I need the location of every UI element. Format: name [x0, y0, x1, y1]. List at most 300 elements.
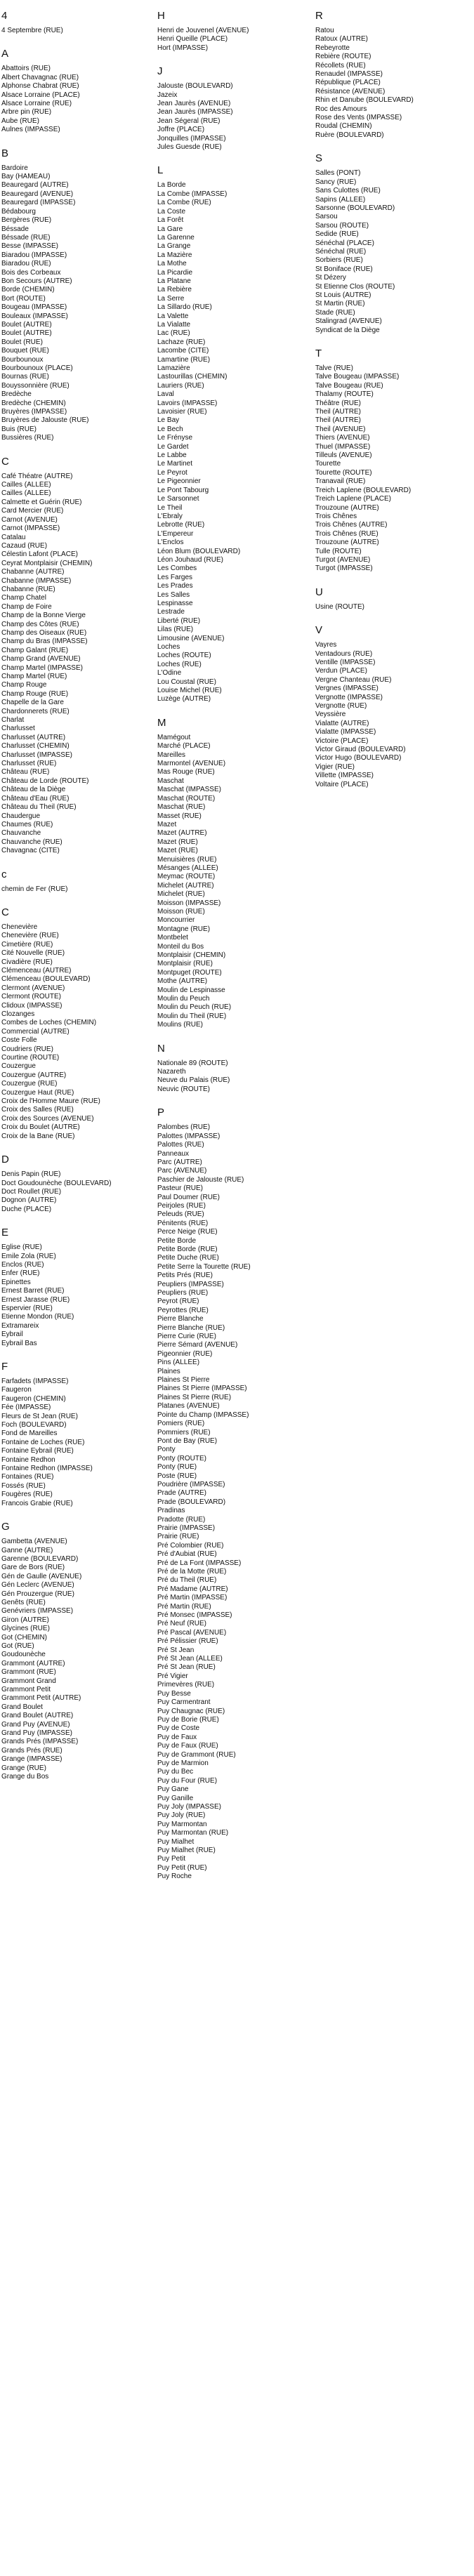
letter-section [315, 624, 470, 789]
street-entry: Boulet (AUTRE) [1, 320, 52, 329]
street-entry: Champ de Foire [1, 602, 52, 611]
street-entry: Pré d'Aubiat (RUE) [157, 1550, 217, 1559]
street-entry: Maschat [157, 777, 184, 785]
street-entry: Prairie (RUE) [157, 1533, 199, 1541]
street-entry: Pradinas [157, 1507, 185, 1515]
street-entry: Petite Serre la Tourette (RUE) [157, 1262, 251, 1271]
street-entry: Croix des Salles (RUE) [1, 1106, 74, 1114]
street-entry: Montbelet [157, 934, 188, 942]
street-entry: Puy Gane [157, 1785, 189, 1794]
street-entry: Lamartine (RUE) [157, 355, 211, 364]
street-entry: Doct Roullet (RUE) [1, 1187, 62, 1196]
street-entry: Champ de la Bonne Vierge [1, 612, 86, 620]
street-entry: Champ Martel (RUE) [1, 673, 67, 680]
street-entry: Peirjoles (RUE) [157, 1201, 206, 1210]
street-entry: Puy de Faux [157, 1733, 197, 1741]
street-entry: Montpuget (ROUTE) [157, 968, 222, 977]
street-list [1, 27, 149, 35]
street-entry: Turgot (IMPASSE) [315, 564, 373, 573]
street-list [157, 27, 305, 53]
section-letter-heading: H [157, 10, 165, 22]
street-entry: Theil (AVENUE) [315, 425, 366, 433]
street-entry: Bouquet (RUE) [1, 347, 49, 355]
street-entry: Plaines St Pierre (IMPASSE) [157, 1385, 247, 1393]
street-entry: Civadière (RUE) [1, 958, 53, 966]
street-entry: L'Odine [157, 669, 182, 678]
street-entry: Bourbounoux (PLACE) [1, 364, 73, 372]
street-entry: Lavoirs (IMPASSE) [157, 399, 218, 407]
street-entry: Aulnes (IMPASSE) [1, 126, 60, 134]
street-entry: Denis Papin (RUE) [1, 1170, 61, 1179]
street-entry: Château d'Eau (RUE) [1, 794, 70, 802]
street-entry: Chaudergue [1, 812, 41, 820]
street-entry: Genévriers (IMPASSE) [1, 1607, 74, 1616]
street-entry: Mazet (RUE) [157, 838, 198, 846]
street-entry: Peyrottes (RUE) [157, 1306, 209, 1314]
street-entry: Chapelle de la Gare [1, 699, 64, 707]
street-entry: Champ Chatel [1, 594, 46, 602]
street-list [1, 885, 149, 894]
street-entry: Pierre Blanche (RUE) [157, 1323, 225, 1332]
street-entry: Card Mercier (RUE) [1, 507, 64, 515]
street-entry: Moisson (RUE) [157, 907, 205, 916]
street-entry: Ponty (RUE) [157, 1463, 197, 1472]
street-entry: Ventille (IMPASSE) [315, 658, 376, 666]
street-entry: Moulins (RUE) [157, 1021, 204, 1029]
street-entry: Puy Carmentrant [157, 1698, 211, 1707]
street-entry: Treich Laplene (BOULEVARD) [315, 486, 412, 494]
street-entry: Rebière (ROUTE) [315, 53, 371, 61]
street-entry: Duche (PLACE) [1, 1205, 52, 1213]
street-entry: Limousine (AVENUE) [157, 634, 225, 642]
street-entry: Les Farges [157, 573, 193, 581]
street-entry: Pins (ALLÉE) [157, 1359, 200, 1367]
street-entry: Tourette [315, 460, 341, 468]
street-entry: Voltaire (PLACE) [315, 780, 369, 788]
street-entry: Cailles (ALLÉE) [1, 481, 51, 489]
street-entry: St Louis (AUTRE) [315, 291, 371, 299]
street-entry: Loches [157, 643, 180, 651]
street-entry: La Valette [157, 312, 189, 320]
street-entry: Champ Rouge (RUE) [1, 689, 69, 698]
street-entry: Stade (RUE) [315, 308, 355, 317]
street-entry: Catalau [1, 533, 26, 541]
street-entry: Pointe du Champ (IMPASSE) [157, 1411, 249, 1419]
street-entry: Clermont (ROUTE) [1, 993, 62, 1001]
street-list [157, 734, 305, 1030]
street-entry: Michelet (AUTRE) [157, 881, 214, 890]
street-entry: Café Théatre (AUTRE) [1, 472, 73, 480]
street-entry: Grand Boulet (AUTRE) [1, 1712, 74, 1720]
street-entry: Peupliers (IMPASSE) [157, 1280, 224, 1288]
street-entry: Aube (RUE) [1, 117, 39, 125]
section-letter-heading: C [1, 906, 9, 918]
street-entry: Puy Joly (IMPASSE) [157, 1802, 221, 1811]
street-entry: Lac (RUE) [157, 329, 190, 338]
street-entry: Château de Lorde (ROUTE) [1, 777, 89, 785]
street-entry: Beauregard (AVENUE) [1, 190, 74, 198]
street-entry: chemin de Fer (RUE) [1, 885, 68, 893]
letter-section [1, 147, 149, 443]
street-entry: Château (RUE) [1, 768, 50, 777]
street-entry: Coste Folle [1, 1036, 37, 1045]
street-entry: Primevères (RUE) [157, 1681, 215, 1689]
street-entry: Montagne (RUE) [157, 925, 211, 933]
street-entry: Moulin du Peuch (RUE) [157, 1003, 232, 1012]
street-entry: La Forêt [157, 216, 184, 225]
street-entry: Emile Zola (RUE) [1, 1252, 56, 1260]
street-entry: Ganne (AUTRE) [1, 1546, 53, 1554]
street-entry: République (PLACE) [315, 79, 381, 87]
street-entry: Ernest Jarasse (RUE) [1, 1295, 70, 1304]
street-entry: Extramareix [1, 1321, 39, 1330]
street-entry: Alsace Lorraine (PLACE) [1, 91, 80, 99]
street-entry: Ratoux (AUTRE) [315, 35, 369, 44]
letter-section [1, 1521, 149, 1781]
street-entry: Mas Rouge (RUE) [157, 768, 215, 777]
letter-section [157, 717, 305, 1030]
section-letter-heading: T [315, 348, 322, 359]
street-list [1, 923, 149, 1141]
street-entry: Tranavail (RUE) [315, 477, 366, 486]
street-entry: Nationale 89 (ROUTE) [157, 1059, 228, 1067]
street-entry: Palombes (RUE) [157, 1123, 211, 1132]
street-entry: La Platane [157, 277, 191, 285]
street-entry: Lilas (RUE) [157, 626, 194, 634]
street-entry: Pré Madame (AUTRE) [157, 1585, 228, 1593]
letter-section [315, 586, 470, 612]
street-entry: La Grange [157, 242, 191, 251]
letter-section [157, 10, 305, 53]
street-entry: Palottes (IMPASSE) [157, 1132, 220, 1140]
street-entry: Theil (AUTRE) [315, 416, 362, 425]
street-entry: Sans Culottes (RUE) [315, 187, 381, 195]
letter-section [315, 152, 470, 335]
street-entry: Grands Prés (RUE) [1, 1746, 62, 1755]
street-entry: Bon Secours (AUTRE) [1, 277, 72, 285]
street-entry: Beauregard (AUTRE) [1, 181, 69, 190]
street-entry: Fée (IMPASSE) [1, 1403, 51, 1412]
section-letter-heading: G [1, 1521, 10, 1533]
street-list [315, 603, 470, 612]
street-entry: Vergne Chanteau (RUE) [315, 675, 392, 684]
street-entry: Moulin de Lespinasse [157, 986, 225, 994]
section-letter-heading: N [157, 1042, 165, 1055]
street-entry: Puy Chaugnac (RUE) [157, 1707, 225, 1715]
street-entry: Pré Neuf (RUE) [157, 1620, 207, 1628]
street-entry: Grammont Grand [1, 1677, 56, 1685]
street-entry: Buis (RUE) [1, 425, 37, 433]
street-entry: Borde (CHEMIN) [1, 286, 55, 294]
street-entry: Vergnotte (RUE) [315, 702, 367, 710]
street-entry: Sénéchal (PLACE) [315, 239, 374, 247]
section-letter-heading: R [315, 10, 323, 22]
street-entry: Got (RUE) [1, 1642, 34, 1650]
street-entry: Combes de Loches (CHEMIN) [1, 1019, 97, 1027]
index-column-2 [157, 10, 305, 1894]
street-entry: Alsace Lorraine (RUE) [1, 100, 72, 108]
street-entry: Tulle (ROUTE) [315, 547, 362, 555]
street-entry: Hort (IMPASSE) [157, 44, 209, 52]
street-entry: Verdun (PLACE) [315, 667, 367, 675]
street-entry: Henri Queille (PLACE) [157, 35, 228, 44]
street-entry: Le Labbe [157, 451, 187, 460]
street-entry: Plaines St Pierre [157, 1376, 210, 1385]
street-entry: Fontaine Redhon (IMPASSE) [1, 1465, 93, 1473]
street-entry: Paschier de Jalouste (RUE) [157, 1175, 244, 1184]
street-entry: Bardoire [1, 164, 28, 172]
street-entry: Ponty (ROUTE) [157, 1454, 207, 1462]
letter-section [1, 906, 149, 1141]
street-entry: Carnot (AVENUE) [1, 515, 58, 524]
street-entry: Champ Grand (AVENUE) [1, 655, 81, 663]
street-entry: Peyrot (RUE) [157, 1297, 199, 1306]
street-entry: Montplaisir (CHEMIN) [157, 951, 226, 959]
street-entry: Ceyrat Montplaisir (CHEMIN) [1, 559, 93, 567]
street-entry: Garenne (BOULEVARD) [1, 1554, 79, 1563]
street-entry: Puy Petit (RUE) [157, 1863, 207, 1872]
street-entry: Puy Petit [157, 1855, 186, 1863]
street-entry: Bouyssonnière (RUE) [1, 381, 70, 390]
street-entry: La Serre [157, 294, 185, 303]
street-entry: Rose des Vents (IMPASSE) [315, 114, 402, 122]
street-list [1, 473, 149, 856]
street-entry: Château du Theil (RUE) [1, 803, 77, 812]
street-entry: Joffre (PLACE) [157, 126, 205, 134]
street-entry: Le Sarsonnet [157, 495, 199, 503]
street-entry: Gare de Bors (RUE) [1, 1564, 65, 1572]
street-entry: La Mothe [157, 260, 187, 268]
street-entry: Bredèche [1, 390, 32, 399]
section-letter-heading: 4 [1, 10, 8, 22]
section-letter-heading: F [1, 1361, 8, 1373]
street-entry: Jazeix [157, 91, 178, 99]
street-entry: Francois Grabie (RUE) [1, 1499, 73, 1507]
street-entry: Bouleaux (IMPASSE) [1, 312, 68, 320]
street-entry: Abattoirs (RUE) [1, 65, 51, 73]
street-entry: Bruyères (IMPASSE) [1, 408, 67, 416]
street-entry: Fond de Mareilles [1, 1429, 58, 1438]
street-entry: Le Gardet [157, 442, 189, 451]
street-entry: Fleurs de St Jean (RUE) [1, 1412, 78, 1420]
street-list [1, 1538, 149, 1781]
street-entry: L'Enclos [157, 539, 184, 547]
section-letter-heading: B [1, 147, 9, 159]
street-entry: Perce Neige (RUE) [157, 1228, 218, 1236]
street-entry: Lou Coustal (RUE) [157, 678, 216, 686]
street-entry: Pierre Blanche [157, 1315, 204, 1323]
street-entry: Marmontel (AVENUE) [157, 760, 226, 768]
street-entry: Vigier (RUE) [315, 762, 355, 771]
street-entry: Theil (AUTRE) [315, 408, 362, 416]
street-entry: Chauvanche (RUE) [1, 838, 62, 846]
street-entry: Prairie (IMPASSE) [157, 1524, 216, 1532]
street-entry: Vialatte (IMPASSE) [315, 728, 376, 737]
street-entry: Parc (AVENUE) [157, 1167, 207, 1175]
street-entry: Puy de Faux (RUE) [157, 1742, 218, 1750]
street-entry: 4 Septembre (RUE) [1, 27, 63, 34]
street-entry: Loches (ROUTE) [157, 652, 211, 660]
street-entry: Poudrière (IMPASSE) [157, 1480, 225, 1488]
street-entry: Ernest Barret (RUE) [1, 1287, 65, 1295]
street-entry: Sarsonne (BOULEVARD) [315, 204, 395, 212]
street-entry: La Mazière [157, 251, 192, 259]
street-entry: Eybrail Bas [1, 1339, 37, 1347]
street-entry: Etienne Mondon (RUE) [1, 1313, 74, 1321]
street-entry: Bourbounoux [1, 355, 44, 364]
street-entry: Ruère (BOULEVARD) [315, 131, 384, 139]
street-entry: Couzergue (AUTRE) [1, 1071, 67, 1079]
street-entry: Lauriers (RUE) [157, 381, 204, 390]
street-entry: Platanes (AVENUE) [157, 1402, 220, 1411]
section-letter-heading: M [157, 716, 166, 729]
street-entry: Trouzoune (AUTRE) [315, 503, 379, 512]
street-entry: Chavagnac (CITE) [1, 847, 60, 855]
street-entry: Les Combes [157, 564, 197, 573]
street-entry: Calmette et Guérin (RUE) [1, 498, 82, 506]
street-entry: Henri de Jouvenel (AVENUE) [157, 27, 249, 34]
street-entry: Charlusset (AUTRE) [1, 733, 66, 741]
street-entry: Mamégout [157, 733, 191, 741]
street-entry: Puy Roche [157, 1872, 192, 1881]
street-entry: Charlusset [1, 725, 35, 733]
street-entry: Alphonse Chabrat (RUE) [1, 82, 79, 91]
street-entry: Le Theil [157, 503, 183, 512]
street-entry: Lacombe (CITE) [157, 347, 209, 355]
street-entry: Vergnes (IMPASSE) [315, 685, 378, 693]
street-entry: Sénéchal (RUE) [315, 247, 367, 256]
section-letter-heading: D [1, 1154, 9, 1166]
street-entry: La Rebière [157, 286, 192, 294]
street-entry: Rhin et Danube (BOULEVARD) [315, 96, 414, 105]
street-entry: Croix de la Bane (RUE) [1, 1132, 75, 1140]
street-entry: Roc des Amours [315, 105, 367, 113]
street-entry: Arbre pin (RUE) [1, 108, 52, 117]
street-entry: Tourette (ROUTE) [315, 468, 372, 477]
street-entry: Moulin du Peuch [157, 995, 210, 1003]
street-entry: Enclos (RUE) [1, 1260, 44, 1269]
street-entry: Puy de Coste [157, 1724, 200, 1733]
letter-section [1, 456, 149, 856]
street-entry: Petite Duche (RUE) [157, 1254, 219, 1262]
street-entry: Maschat (IMPASSE) [157, 786, 221, 794]
street-entry: La Picardie [157, 268, 193, 277]
street-entry: Farfadets (IMPASSE) [1, 1378, 69, 1385]
section-letter-heading: C [1, 455, 9, 468]
street-entry: Pradotte (RUE) [157, 1515, 206, 1524]
street-entry: Victor Hugo (BOULEVARD) [315, 754, 402, 762]
street-entry: Rebeyrotte [315, 44, 350, 52]
street-entry: Bussières (RUE) [1, 434, 54, 442]
street-entry: Eybrail [1, 1330, 23, 1339]
street-entry: Pénitents (RUE) [157, 1219, 209, 1227]
street-entry: Prade (AUTRE) [157, 1489, 207, 1498]
street-entry: Puy du Bec [157, 1768, 194, 1776]
letter-section [1, 1154, 149, 1214]
street-entry: Pré Colombier (RUE) [157, 1541, 224, 1550]
street-entry: St Dézery [315, 274, 346, 282]
street-entry: Trois Chênes (AUTRE) [315, 521, 388, 529]
street-entry: Charlat [1, 716, 25, 725]
letter-section [157, 164, 305, 704]
street-entry: Vayres [315, 641, 337, 649]
street-entry: Got (CHEMIN) [1, 1633, 47, 1642]
street-entry: Grand Boulet [1, 1703, 43, 1711]
street-entry: Talve Bougeau (RUE) [315, 381, 383, 390]
street-entry: Clémenceau (AUTRE) [1, 966, 72, 975]
section-letter-heading: P [157, 1107, 165, 1119]
street-entry: Puy de Marmion [157, 1759, 209, 1767]
letter-section [157, 65, 305, 152]
street-entry: Turgot (AVENUE) [315, 555, 371, 564]
street-entry: Luzège (AUTRE) [157, 695, 211, 704]
street-entry: Thuel (IMPASSE) [315, 442, 371, 451]
street-entry: Chabanne (IMPASSE) [1, 576, 72, 585]
street-entry: Récollets (RUE) [315, 61, 366, 70]
street-entry: Pré St Jean (RUE) [157, 1663, 216, 1672]
street-entry: La Borde [157, 181, 186, 190]
street-list [157, 181, 305, 704]
street-entry: Bort (ROUTE) [1, 294, 46, 303]
street-entry: Vialatte (AUTRE) [315, 719, 369, 727]
street-entry: Bois des Corbeaux [1, 268, 61, 277]
street-entry: Usine (ROUTE) [315, 602, 365, 611]
street-entry: Giron (AUTRE) [1, 1616, 49, 1624]
letter-section [157, 1043, 305, 1095]
street-entry: Parc (AUTRE) [157, 1158, 202, 1166]
section-letter-heading: L [157, 164, 164, 177]
street-entry: Renaudel (IMPASSE) [315, 70, 383, 79]
section-letter-heading: V [315, 624, 323, 637]
street-entry: Jonquilles (IMPASSE) [157, 134, 226, 143]
street-entry: Grange du Bos [1, 1773, 49, 1781]
street-entry: Bredèche (CHEMIN) [1, 399, 66, 407]
street-list [315, 641, 470, 789]
street-entry: Trouzoune (AUTRE) [315, 539, 379, 547]
street-entry: Fossés (RUE) [1, 1481, 46, 1490]
street-entry: Foch (BOULEVARD) [1, 1421, 67, 1429]
street-entry: Couzergue [1, 1062, 36, 1071]
street-entry: Coudriers (RUE) [1, 1045, 53, 1053]
letter-section [1, 48, 149, 134]
street-entry: Plaines St Pierre (RUE) [157, 1393, 232, 1401]
street-entry: Croix du Boulet (AUTRE) [1, 1123, 80, 1132]
street-entry: Couzergue Haut (RUE) [1, 1088, 74, 1097]
street-entry: Les Salles [157, 590, 190, 599]
street-entry: Grammont Petit (AUTRE) [1, 1694, 81, 1703]
street-list [1, 1170, 149, 1214]
street-entry: Jalouste (BOULEVARD) [157, 82, 233, 91]
street-entry: Thalamy (ROUTE) [315, 390, 374, 399]
street-entry: Masset (RUE) [157, 812, 202, 820]
street-entry: Fontaine Redhon [1, 1455, 55, 1464]
street-entry: Croix de l'Homme Maure (RUE) [1, 1097, 100, 1106]
street-entry: Sapins (ALLÉE) [315, 195, 366, 204]
street-entry: Loches (RUE) [157, 660, 202, 668]
street-entry: Pré du Theil (RUE) [157, 1576, 217, 1585]
street-entry: Montplaisir (RUE) [157, 960, 213, 968]
section-letter-heading: J [157, 65, 163, 78]
street-entry: Puy Marmontan [157, 1820, 207, 1828]
section-letter-heading: c [1, 868, 7, 880]
street-entry: Lebrotte (RUE) [157, 521, 205, 529]
street-entry: Paul Doumer (RUE) [157, 1193, 220, 1201]
street-entry: Pré de la Motte (RUE) [157, 1568, 227, 1576]
street-list [315, 169, 470, 335]
letter-section [315, 348, 470, 574]
street-entry: Bournas (RUE) [1, 373, 49, 381]
street-entry: Grand Puy (IMPASSE) [1, 1729, 72, 1738]
